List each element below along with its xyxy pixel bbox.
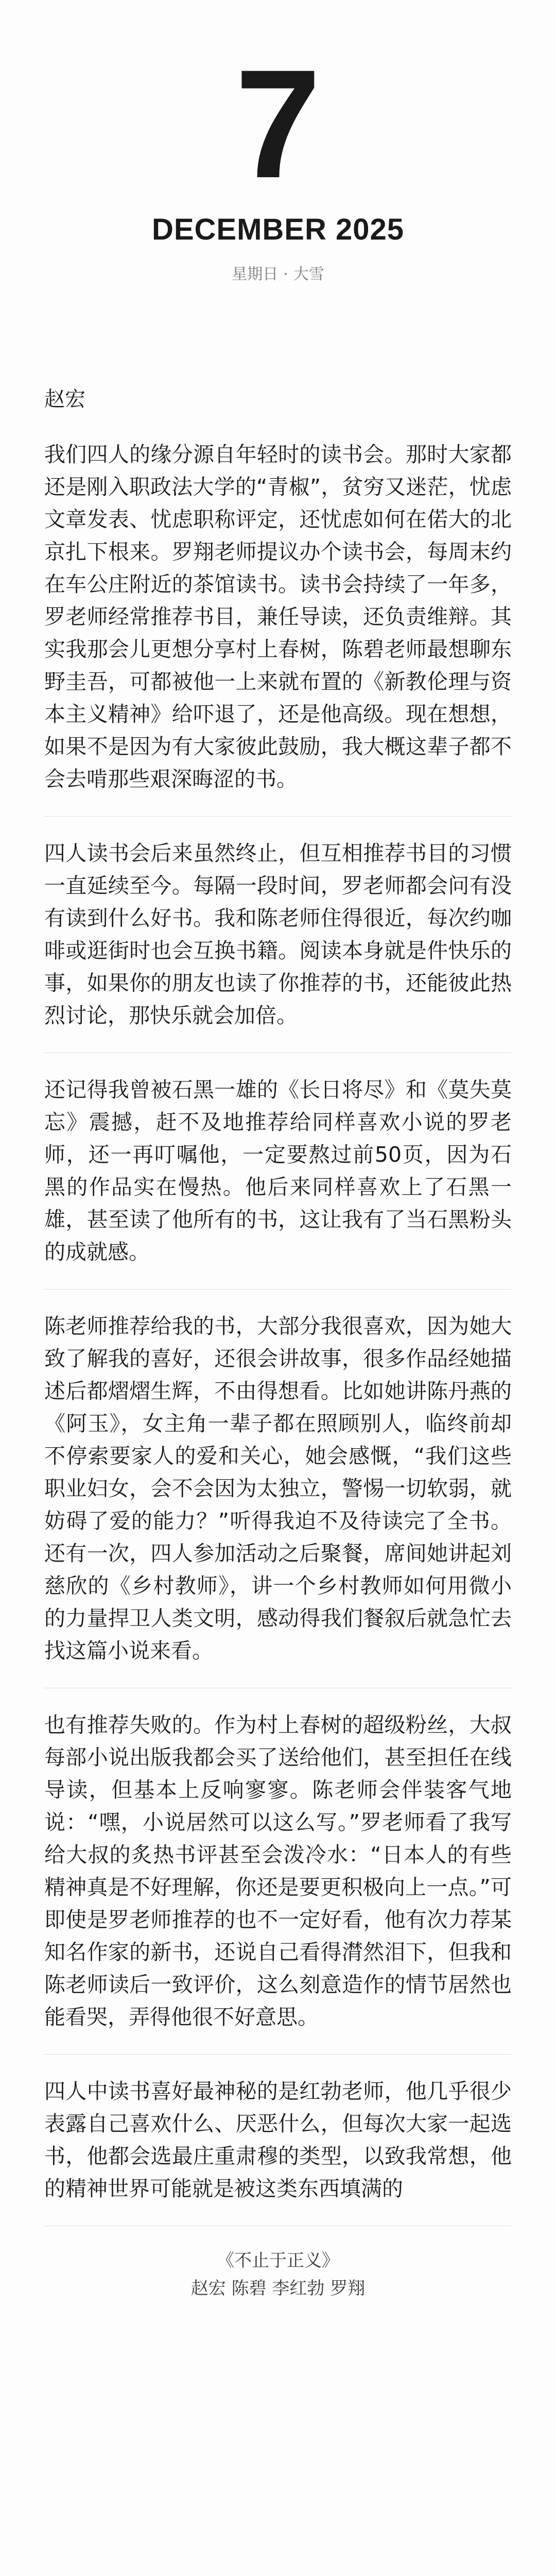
quote-source [44, 2247, 512, 2302]
weekday: 星期日 [232, 265, 279, 283]
paragraph: 四人中读书喜好最神秘的是红勃老师，他几乎很少表露自己喜欢什么、厌恶什么，但每次大家一起选书，他都会选最庄重肃穆的类型，以致我常想，他的精神世界可能就是被这类东西填满的 [44, 2075, 512, 2226]
day-number: 7 [235, 37, 321, 210]
paragraph: 也有推荐失败的。作为村上春树的超级粉丝，大叔每部小说出版我都会买了送给他们，甚至担任在线导读，但基本上反响寥寥。陈老师会伴装客气地说：“嘿，小说居然可以这么写。”罗老师看了我写给大叔的炙热书评甚至会泼冷水：“日本人的有些精神真是不好理解，你还是要更积极向上一点。”可即使是罗老师推荐的也不一定好看，他有次力荐某知名作家的新书，还说自己看得潸然泪下，但我和陈老师读后一致评价，这么刻意造作的情节居然也能看哭，弄得他很不好意思。 [44, 1709, 512, 2055]
date-header [0, 37, 556, 284]
paragraph: 陈老师推荐给我的书，大部分我很喜欢，因为她大致了解我的喜好，还很会讲故事，很多作品经她描述后都熠熠生辉，不由得想看。比如她讲陈丹燕的《阿玉》，女主角一辈子都在照顾别人，临终前却不停索要家人的爱和关心，她会感慨，“我们这些职业妇女，会不会因为太独立，警惕一切软弱，就妨碍了爱的能力？”听得我迫不及待读完了全书。还有一次，四人参加活动之后聚餐，席间她讲起刘慈欣的《乡村教师》，讲一个乡村教师如何用微小的力量捍卫人类文明，感动得我们餐叙后就急忙去找这篇小说来看。 [44, 1310, 512, 1688]
salutation: 赵宏 [44, 387, 85, 411]
paragraph: 还记得我曾被石黑一雄的《长日将尽》和《莫失莫忘》震撼，赶不及地推荐给同样喜欢小说的罗老师，还一再叮嘱他，一定要熬过前50页，因为石黑的作品实在慢热。他后来同样喜欢上了石黑一雄，甚至读了他所有的书，这让我有了当石黑粉头的成就感。 [44, 1074, 512, 1290]
book-title: 《不止于正义》 [217, 2250, 339, 2271]
letter-content [44, 384, 512, 2302]
separator-dot: · [283, 265, 288, 283]
weekday-weather-line [0, 261, 556, 284]
weather: 大雪 [293, 265, 324, 283]
month-year: DECEMBER 2025 [151, 213, 405, 246]
paragraph: 四人读书会后来虽然终止，但互相推荐书目的习惯一直延续至今。每隔一段时间，罗老师都会问有没有读到什么好书。我和陈老师住得很近，每次约咖啡或逛街时也会互换书籍。阅读本身就是件快乐的事，如果你的朋友也读了你推荐的书，还能彼此热烈讨论，那快乐就会加倍。 [44, 837, 512, 1053]
book-authors: 赵宏 陈碧 李红勃 罗翔 [190, 2278, 366, 2299]
paragraph: 我们四人的缘分源自年轻时的读书会。那时大家都还是刚入职政法大学的“青椒”，贫穷又迷茫，忧虑文章发表、忧虑职称评定，还忧虑如何在偌大的北京扎下根来。罗翔老师提议办个读书会，每周末约在车公庄附近的茶馆读书。读书会持续了一年多，罗老师经常推荐书目，兼任导读，还负责维辩。其实我那会儿更想分享村上春树，陈碧老师最想聊东野圭吾，可都被他一上来就布置的《新教伦理与资本主义精神》给吓退了，还是他高级。现在想想，如果不是因为有大家彼此鼓励，我大概这辈子都不会去啃那些艰深晦涩的书。 [44, 438, 512, 817]
